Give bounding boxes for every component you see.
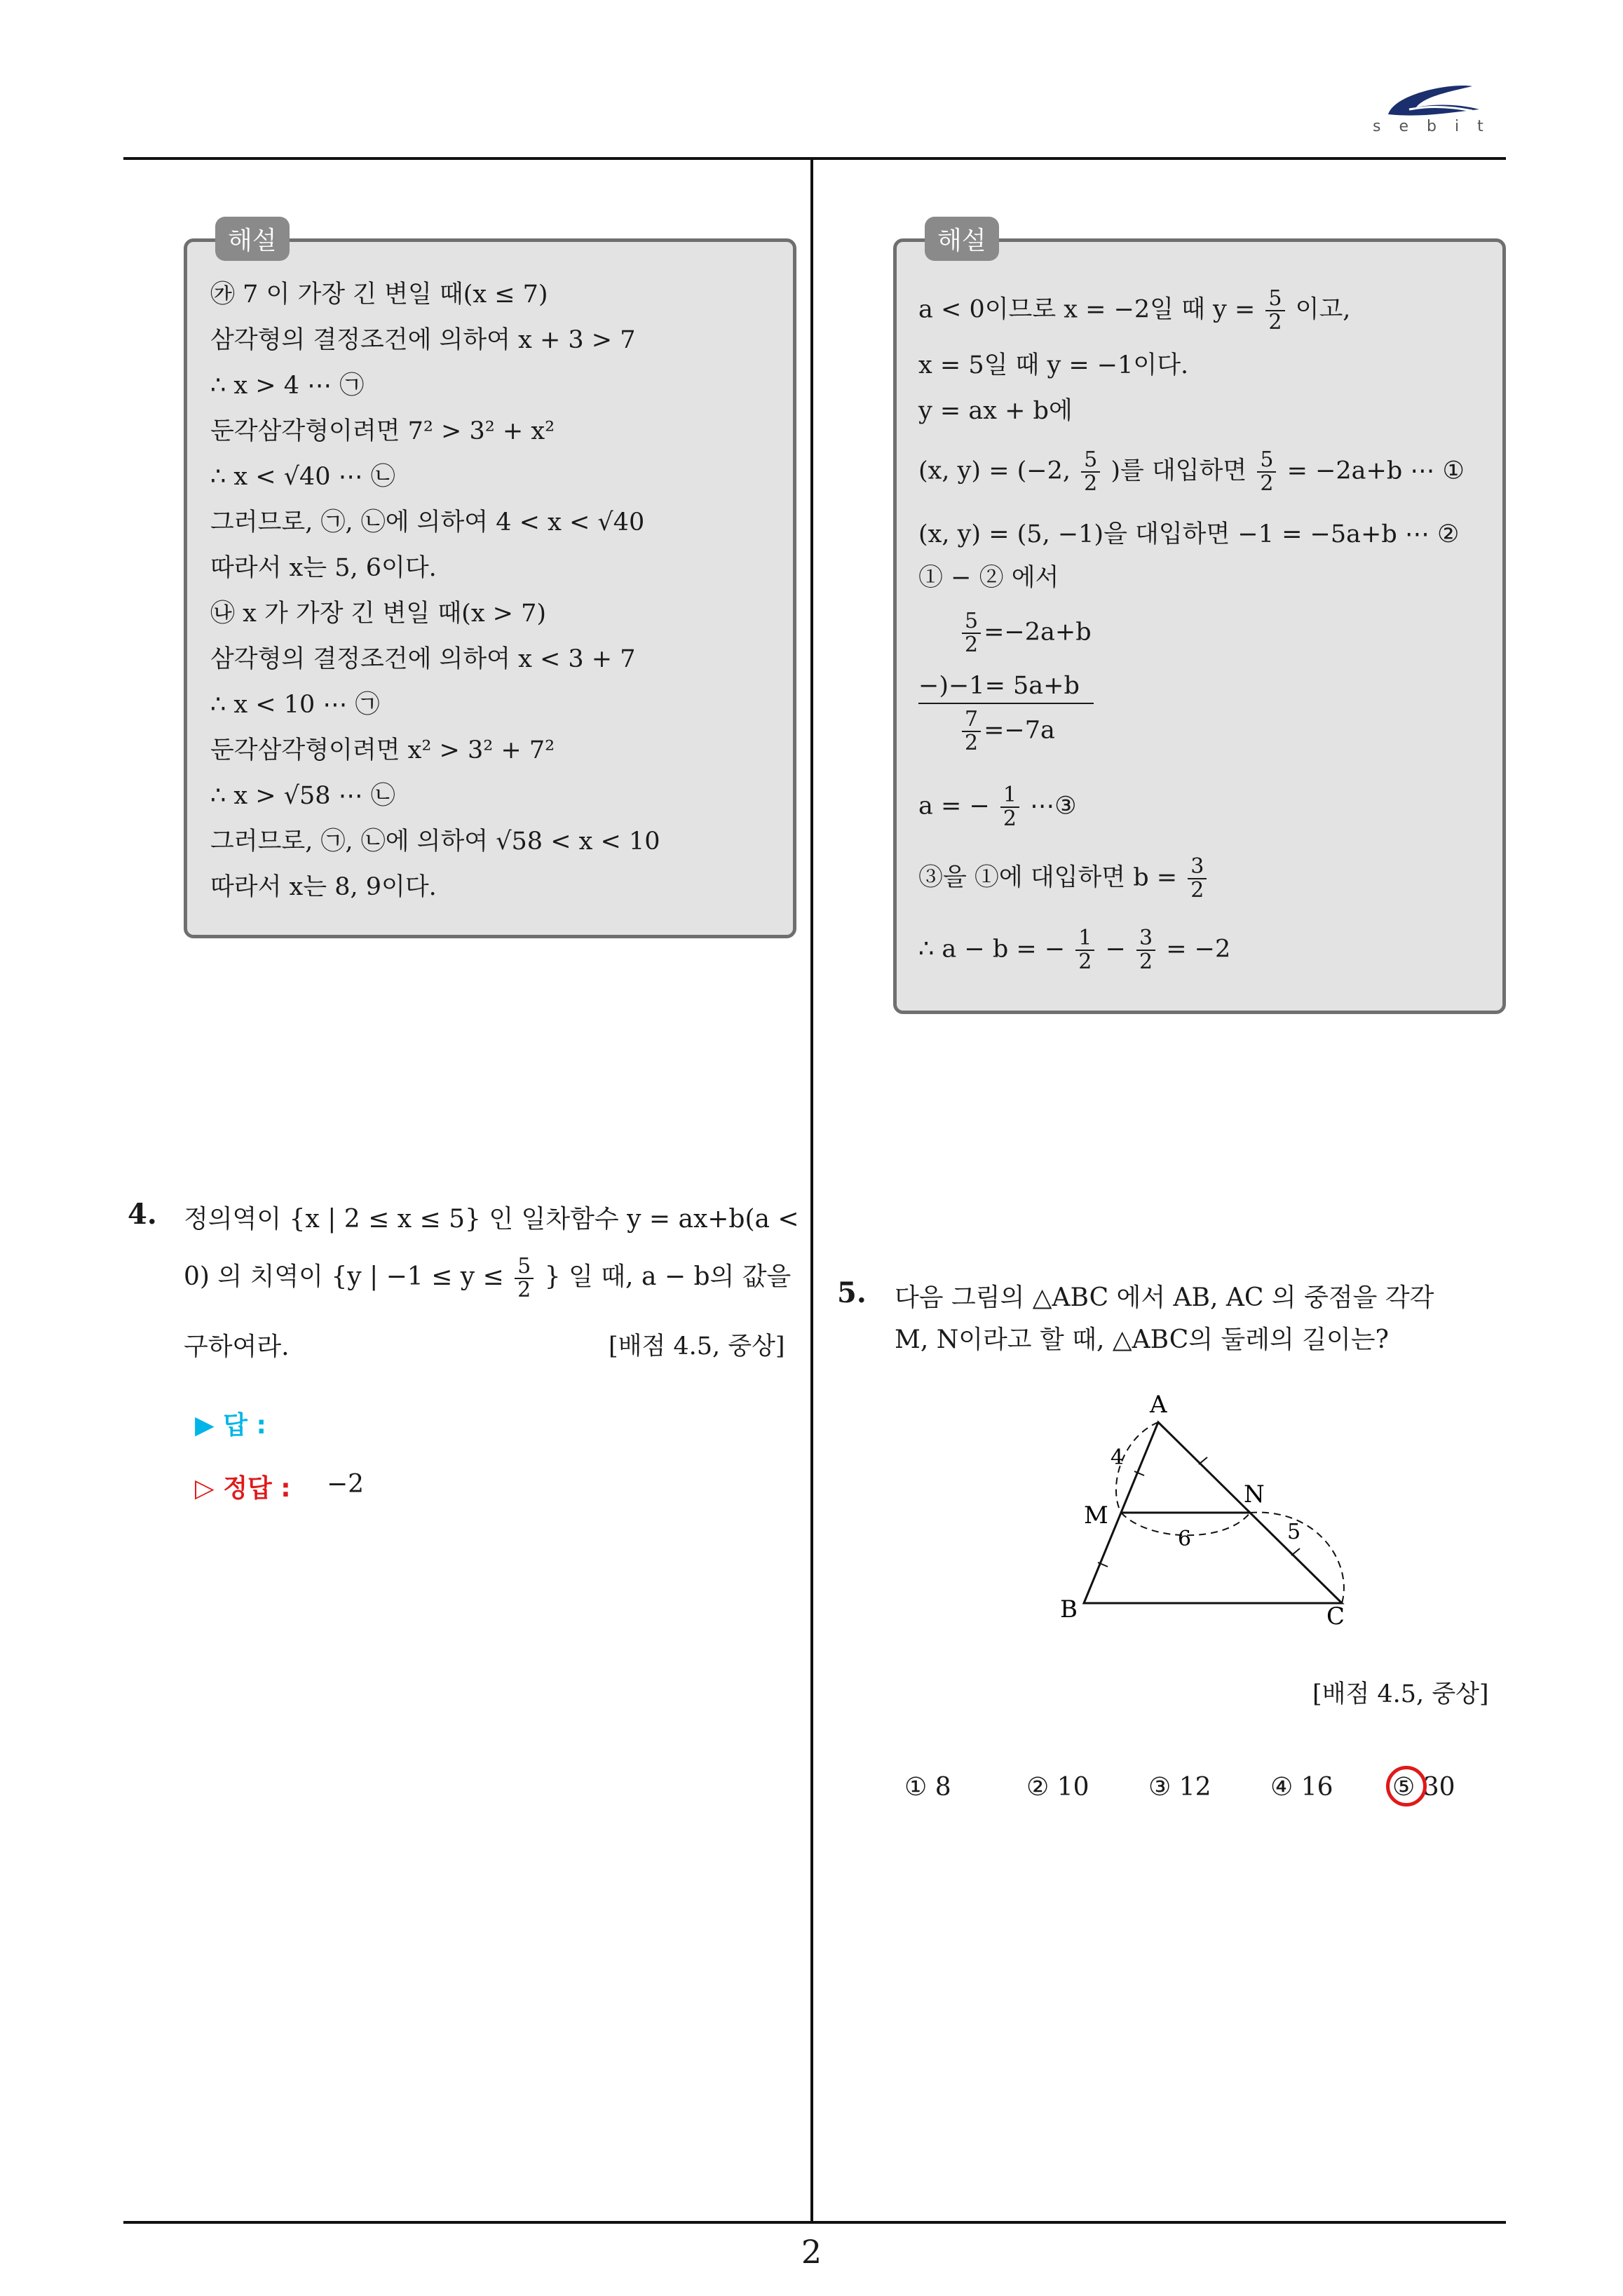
calc-line: $\frac{5}{2}$ =−2a+b <box>959 610 1092 656</box>
vertex-label-b: B <box>1060 1595 1078 1623</box>
triangle-figure <box>1045 1389 1353 1627</box>
column-divider <box>810 158 813 2222</box>
fraction: $\frac{5}{2}$ <box>515 1255 534 1302</box>
explanation-line: ③을 ①에 대입하면 b = $\frac{3}{2}$ <box>918 856 1209 902</box>
vertex-label-c: C <box>1326 1602 1345 1627</box>
explanation-line: ① − ② 에서 <box>918 564 1059 592</box>
fraction: $\frac{7}{2}$ <box>962 708 981 755</box>
calc-line: $\frac{7}{2}$ =−7a <box>959 708 1055 755</box>
explanation-line: 삼각형의 결정조건에 의하여 x + 3 > 7 <box>210 326 636 354</box>
explanation-line: ∴ x > √58 ⋯ ㉡ <box>210 782 395 810</box>
explanation-line: ∴ a − b = − $\frac{1}{2}$ − $\frac{3}{2}$ = −2 <box>918 926 1231 974</box>
length-label-mn: 6 <box>1178 1527 1192 1551</box>
explanation-line: a < 0이므로 x = −2일 때 y = $\frac{5}{2}$ 이고, <box>918 286 1351 335</box>
score-label: [배점 4.5, 중상] <box>609 1332 785 1360</box>
calc-line: −)−1= 5a+b <box>918 669 1094 704</box>
fraction: $\frac{1}{2}$ <box>1075 927 1094 973</box>
explanation-line: ㉮ 7 이 가장 긴 변일 때(x ≤ 7) <box>210 281 548 309</box>
length-label-am: 4 <box>1111 1445 1125 1470</box>
explanation-line: ∴ x < √40 ⋯ ㉡ <box>210 463 395 491</box>
question-text: 0) 의 치역이 {y | −1 ≤ y ≤ $\frac{5}{2}$ } 일 때, a − b의 값을 <box>184 1254 792 1302</box>
explanation-line: 둔각삼각형이려면 7² > 3² + x² <box>210 417 555 445</box>
fraction: $\frac{1}{2}$ <box>1000 784 1019 830</box>
explanation-line: 삼각형의 결정조건에 의하여 x < 3 + 7 <box>210 645 636 673</box>
choice-option[interactable]: ⑤ 30 <box>1392 1773 1455 1802</box>
question-text: M, N이라고 할 때, △ABC의 둘레의 길이는? <box>895 1325 1389 1354</box>
question-text: 구하여라. <box>184 1332 290 1361</box>
question-number: 5. <box>837 1276 867 1309</box>
explanation-line: 둔각삼각형이려면 x² > 3² + 7² <box>210 736 555 764</box>
explanation-line: (x, y) = (−2, $\frac{5}{2}$ )를 대입하면 $\frac{5}{2}$ = −2a+b ⋯ ① <box>918 447 1465 496</box>
explanation-line: ∴ x < 10 ⋯ ㉠ <box>210 691 380 719</box>
explanation-line: y = ax + b에 <box>918 397 1073 425</box>
explanation-tab: 해설 <box>925 217 999 261</box>
answer-circle-mark-icon <box>1386 1766 1427 1807</box>
fraction: $\frac{3}{2}$ <box>1188 856 1207 902</box>
fraction: $\frac{5}{2}$ <box>1081 449 1100 495</box>
explanation-line: ㉯ x 가 가장 긴 변일 때(x > 7) <box>210 600 547 628</box>
point-label-m: M <box>1084 1501 1108 1529</box>
bottom-rule <box>123 2221 1506 2224</box>
explanation-line: x = 5일 때 y = −1이다. <box>918 351 1189 379</box>
choice-option[interactable]: ③ 12 <box>1148 1773 1211 1802</box>
length-label-nc: 5 <box>1287 1520 1301 1544</box>
vertex-label-a: A <box>1150 1391 1167 1419</box>
choice-option[interactable]: ④ 16 <box>1270 1773 1333 1802</box>
answer-label: ▶ 답 : <box>195 1411 266 1440</box>
logo-text: sebit <box>1373 118 1502 135</box>
fraction: $\frac{5}{2}$ <box>1257 449 1276 495</box>
fraction: $\frac{5}{2}$ <box>962 610 981 656</box>
score-label: [배점 4.5, 중상] <box>1312 1680 1489 1708</box>
question-number: 4. <box>128 1198 157 1231</box>
point-label-n: N <box>1244 1480 1265 1508</box>
top-rule <box>123 157 1506 160</box>
explanation-line: 그러므로, ㉠, ㉡에 의하여 √58 < x < 10 <box>210 828 660 856</box>
explanation-line: ∴ x > 4 ⋯ ㉠ <box>210 372 365 400</box>
page-number: 2 <box>801 2233 822 2271</box>
question-text: 다음 그림의 △ABC 에서 AB, AC 의 중점을 각각 <box>895 1283 1434 1312</box>
correct-answer-label: ▷ 정답 : <box>195 1474 291 1503</box>
explanation-line: 그러므로, ㉠, ㉡에 의하여 4 < x < √40 <box>210 508 645 536</box>
fraction: $\frac{5}{2}$ <box>1265 288 1284 334</box>
choice-option[interactable]: ① 8 <box>904 1773 951 1802</box>
explanation-tab: 해설 <box>215 217 290 261</box>
explanation-line: (x, y) = (5, −1)을 대입하면 −1 = −5a+b ⋯ ② <box>918 520 1460 548</box>
explanation-line: 따라서 x는 8, 9이다. <box>210 873 437 901</box>
explanation-line: 따라서 x는 5, 6이다. <box>210 554 437 582</box>
choice-option[interactable]: ② 10 <box>1026 1773 1089 1802</box>
explanation-line: a = − $\frac{1}{2}$ ⋯③ <box>918 783 1077 831</box>
fraction: $\frac{3}{2}$ <box>1136 927 1155 973</box>
correct-answer-value: −2 <box>327 1470 365 1499</box>
question-text: 정의역이 {x | 2 ≤ x ≤ 5} 인 일차함수 y = ax+b(a < <box>184 1205 799 1234</box>
